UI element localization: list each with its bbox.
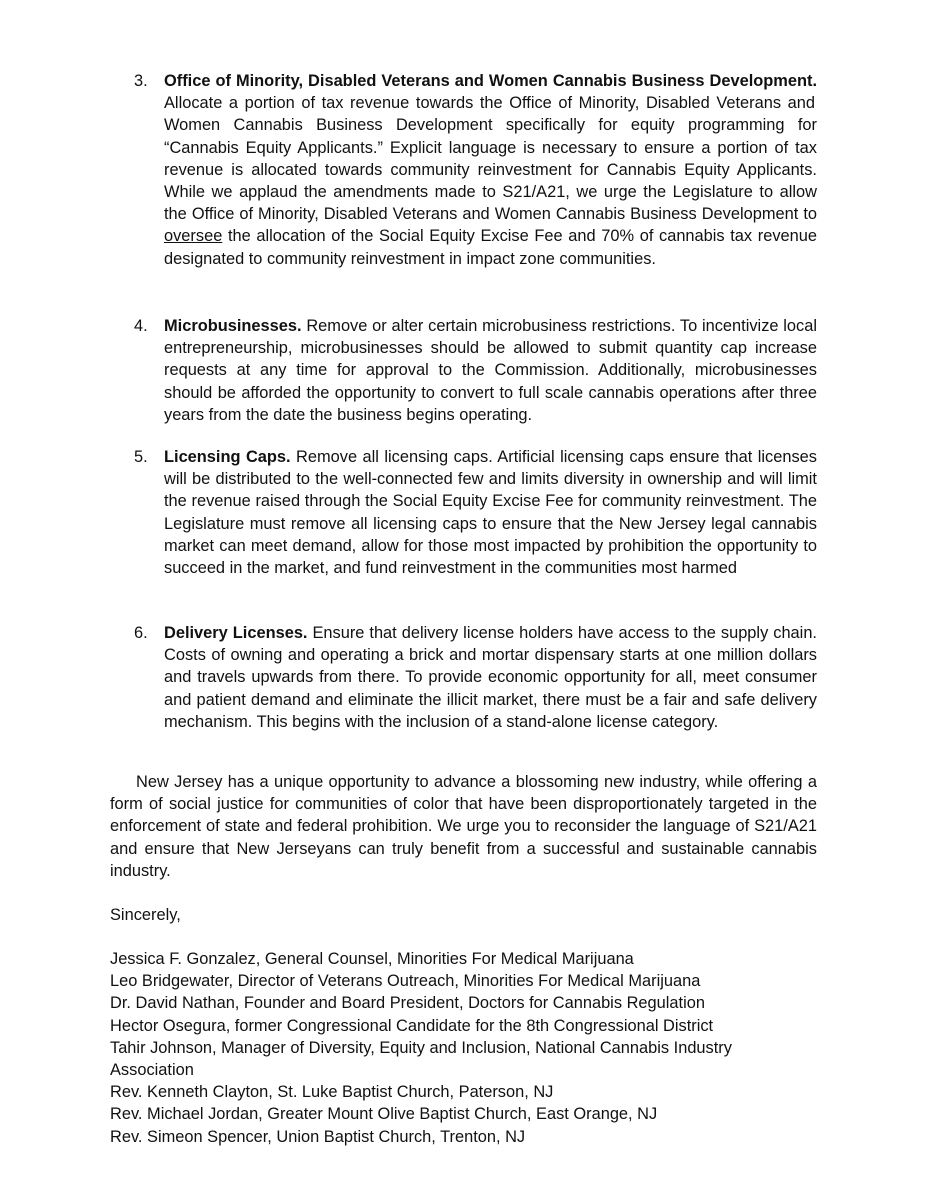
signatory: Dr. David Nathan, Founder and Board President, Doctors for Cannabis Regulation xyxy=(110,994,705,1013)
signatory: Rev. Simeon Spencer, Union Baptist Church, Trenton, NJ xyxy=(110,1127,526,1146)
list-item-number: 3. xyxy=(134,72,148,90)
list-item-body xyxy=(164,446,817,579)
list-item-heading: Licensing Caps. xyxy=(164,448,291,466)
list-item-body xyxy=(164,622,817,733)
list-item-number: 6. xyxy=(134,624,148,642)
closing-paragraph: New Jersey has a unique opportunity to advance a blossoming new industry, while offering a form of social justice for communities of color that have been disproportionately targeted in the enforcement of state and federal prohibition. We urge you to reconsider the language of S21/A21 and ensure that New Jerseyans can truly benefit from a successful and sustainable cannabis industry. xyxy=(110,773,817,880)
list-item-number: 4. xyxy=(134,317,148,335)
list-item-text: Remove or alter certain microbusiness restrictions. To incentivize local entrepreneurship, microbusinesses should be allowed to submit quantity cap increase requests at any time for approval to the Commission. Additionally, microbusinesses should be afforded the opportunity to convert to full scale cannabis operations after three years from the date the business begins operating. xyxy=(164,317,817,424)
list-item-body xyxy=(164,315,817,426)
list-item-body xyxy=(164,70,817,270)
list-item-text-continued: the allocation of the Social Equity Excise Fee and 70% of cannabis tax revenue designated to community reinvestment in impact zone communities. xyxy=(164,227,817,268)
signatory: Jessica F. Gonzalez, General Counsel, Minorities For Medical Marijuana xyxy=(110,950,634,968)
list-item-heading: Microbusinesses. xyxy=(164,317,302,335)
list-item-licensing-caps xyxy=(110,446,817,579)
signatory: Rev. Michael Jordan, Greater Mount Olive Baptist Church, East Orange, NJ xyxy=(110,1105,658,1124)
list-item-text: Ensure that delivery license holders have access to the supply chain. Costs of owning and operating a brick and mortar dispensary starts at one million dollars and travels upwards from there. To provide economic opportunity for all, meet consumer and patient demand and eliminate the illicit market, there must be a fair and safe delivery mechanism. This begins with the inclusion of a stand-alone license category. xyxy=(164,624,817,731)
underlined-word-oversee: oversee xyxy=(164,227,223,246)
signatory-list xyxy=(110,948,790,1148)
signatory: Rev. Kenneth Clayton, St. Luke Baptist Church, Paterson, NJ xyxy=(110,1083,554,1102)
list-item-number: 5. xyxy=(134,448,148,466)
list-item-heading: Office of Minority, Disabled Veterans and Women Cannabis Business Development. xyxy=(164,72,817,90)
signatory: Tahir Johnson, Manager of Diversity, Equity and Inclusion, National Cannabis Industry Association xyxy=(110,1038,732,1080)
list-item-microbusinesses xyxy=(110,315,817,426)
signatory: Leo Bridgewater, Director of Veterans Outreach, Minorities For Medical Marijuana xyxy=(110,972,701,991)
list-item-delivery-licenses xyxy=(110,622,817,733)
signatory: Hector Osegura, former Congressional Candidate for the 8th Congressional District xyxy=(110,1016,714,1035)
sign-off: Sincerely, xyxy=(110,906,181,924)
list-item-text: Remove all licensing caps. Artificial licensing caps ensure that licenses will be distributed to the well-connected few and limits diversity in ownership and will limit the revenue raised through the Social Equity Excise Fee for community reinvestment. The Legislature must remove all licensing caps to ensure that the New Jersey legal cannabis market can meet demand, allow for those most impacted by prohibition the opportunity to succeed in the market, and fund reinvestment in the communities most harmed xyxy=(164,448,817,578)
list-item-heading: Delivery Licenses. xyxy=(164,624,308,642)
list-item-text: Allocate a portion of tax revenue towards the Office of Minority, Disabled Veterans and Women Cannabis Business Development specifically for equity programming for “Cannabis Equity Applicants.” Explicit language is necessary to ensure a portion of tax revenue is allocated towards community reinvestment for Cannabis Equity Applicants. While we applaud the amendments made to S21/A21, we urge the Legislature to allow the Office of Minority, Disabled Veterans and Women Cannabis Business Development to xyxy=(164,94,817,224)
list-item-office-of-minority xyxy=(110,70,817,270)
